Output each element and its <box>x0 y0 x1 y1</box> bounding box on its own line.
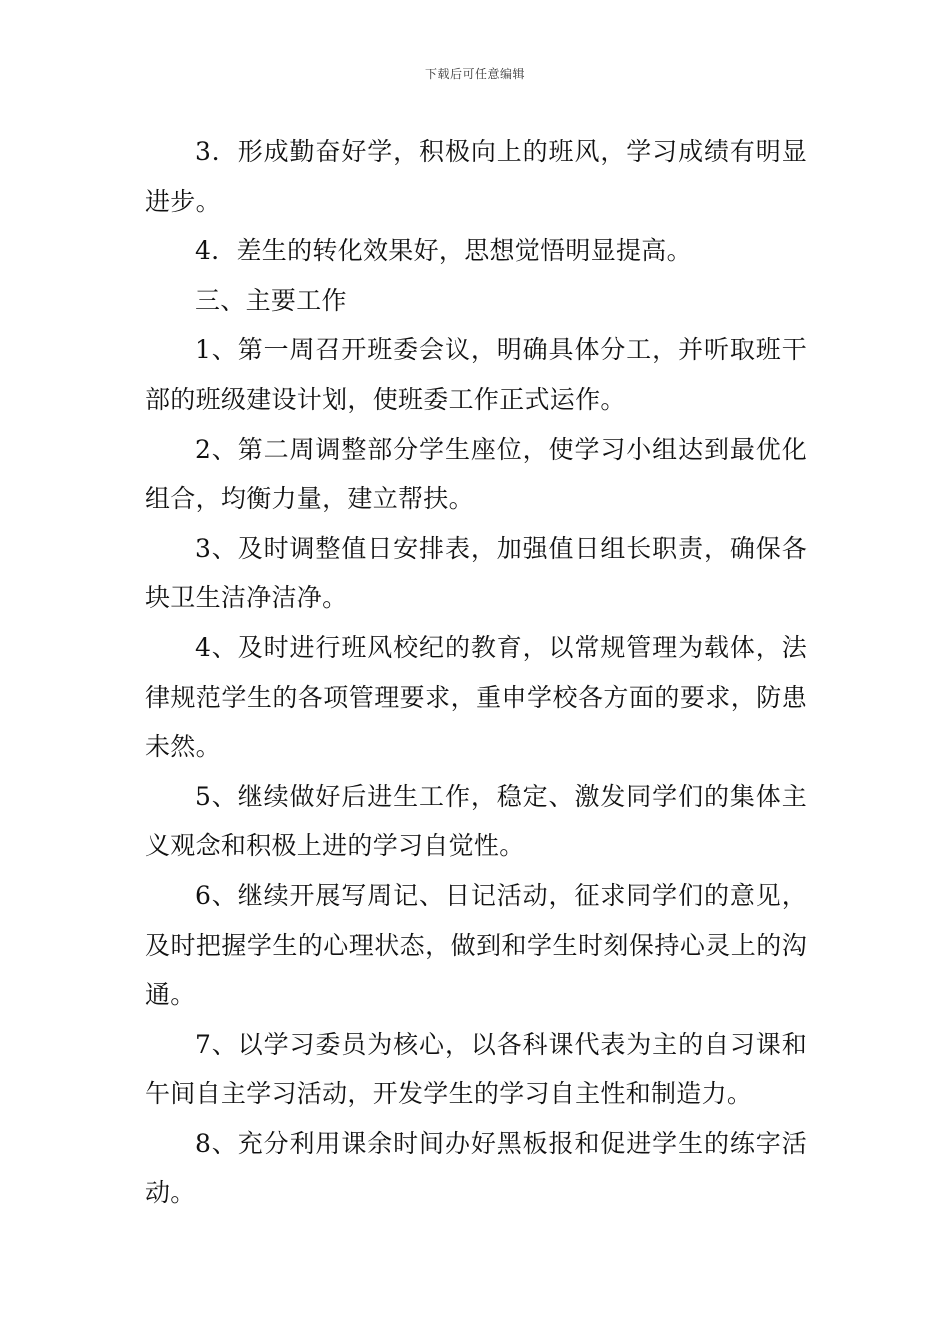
paragraph-work-4: 4、及时进行班风校纪的教育，以常规管理为载体，法律规范学生的各项管理要求，重申学校各方面的要求，防患未然。 <box>145 632 807 762</box>
paragraph-goal-3: 3．形成勤奋好学，积极向上的班风，学习成绩有明显进步。 <box>145 137 807 216</box>
paragraph-work-2: 2、第二周调整部分学生座位，使学习小组达到最优化组合，均衡力量，建立帮扶。 <box>145 434 807 514</box>
document-body <box>145 127 807 1218</box>
paragraph-work-8: 8、充分利用课余时间办好黑板报和促进学生的练字活动。 <box>145 1128 807 1208</box>
header-note: 下载后可任意编辑 <box>424 67 525 81</box>
section-heading-main-work: 三、主要工作 <box>195 285 347 315</box>
paragraph-work-7: 7、以学习委员为核心，以各科课代表为主的自习课和午间自主学习活动，开发学生的学习自主性和制造力。 <box>145 1029 807 1109</box>
paragraph-work-5: 5、继续做好后进生工作，稳定、激发同学们的集体主义观念和积极上进的学习自觉性。 <box>145 781 807 861</box>
paragraph-work-1: 1、第一周召开班委会议，明确具体分工，并听取班干部的班级建设计划，使班委工作正式运作。 <box>145 335 807 414</box>
paragraph-work-3: 3、及时调整值日安排表，加强值日组长职责，确保各块卫生洁净洁净。 <box>145 533 807 613</box>
paragraph-work-6: 6、继续开展写周记、日记活动，征求同学们的意见，及时把握学生的心理状态，做到和学生时刻保持心灵上的沟通。 <box>145 880 807 1010</box>
paragraph-goal-4: 4．差生的转化效果好，思想觉悟明显提高。 <box>195 236 692 266</box>
